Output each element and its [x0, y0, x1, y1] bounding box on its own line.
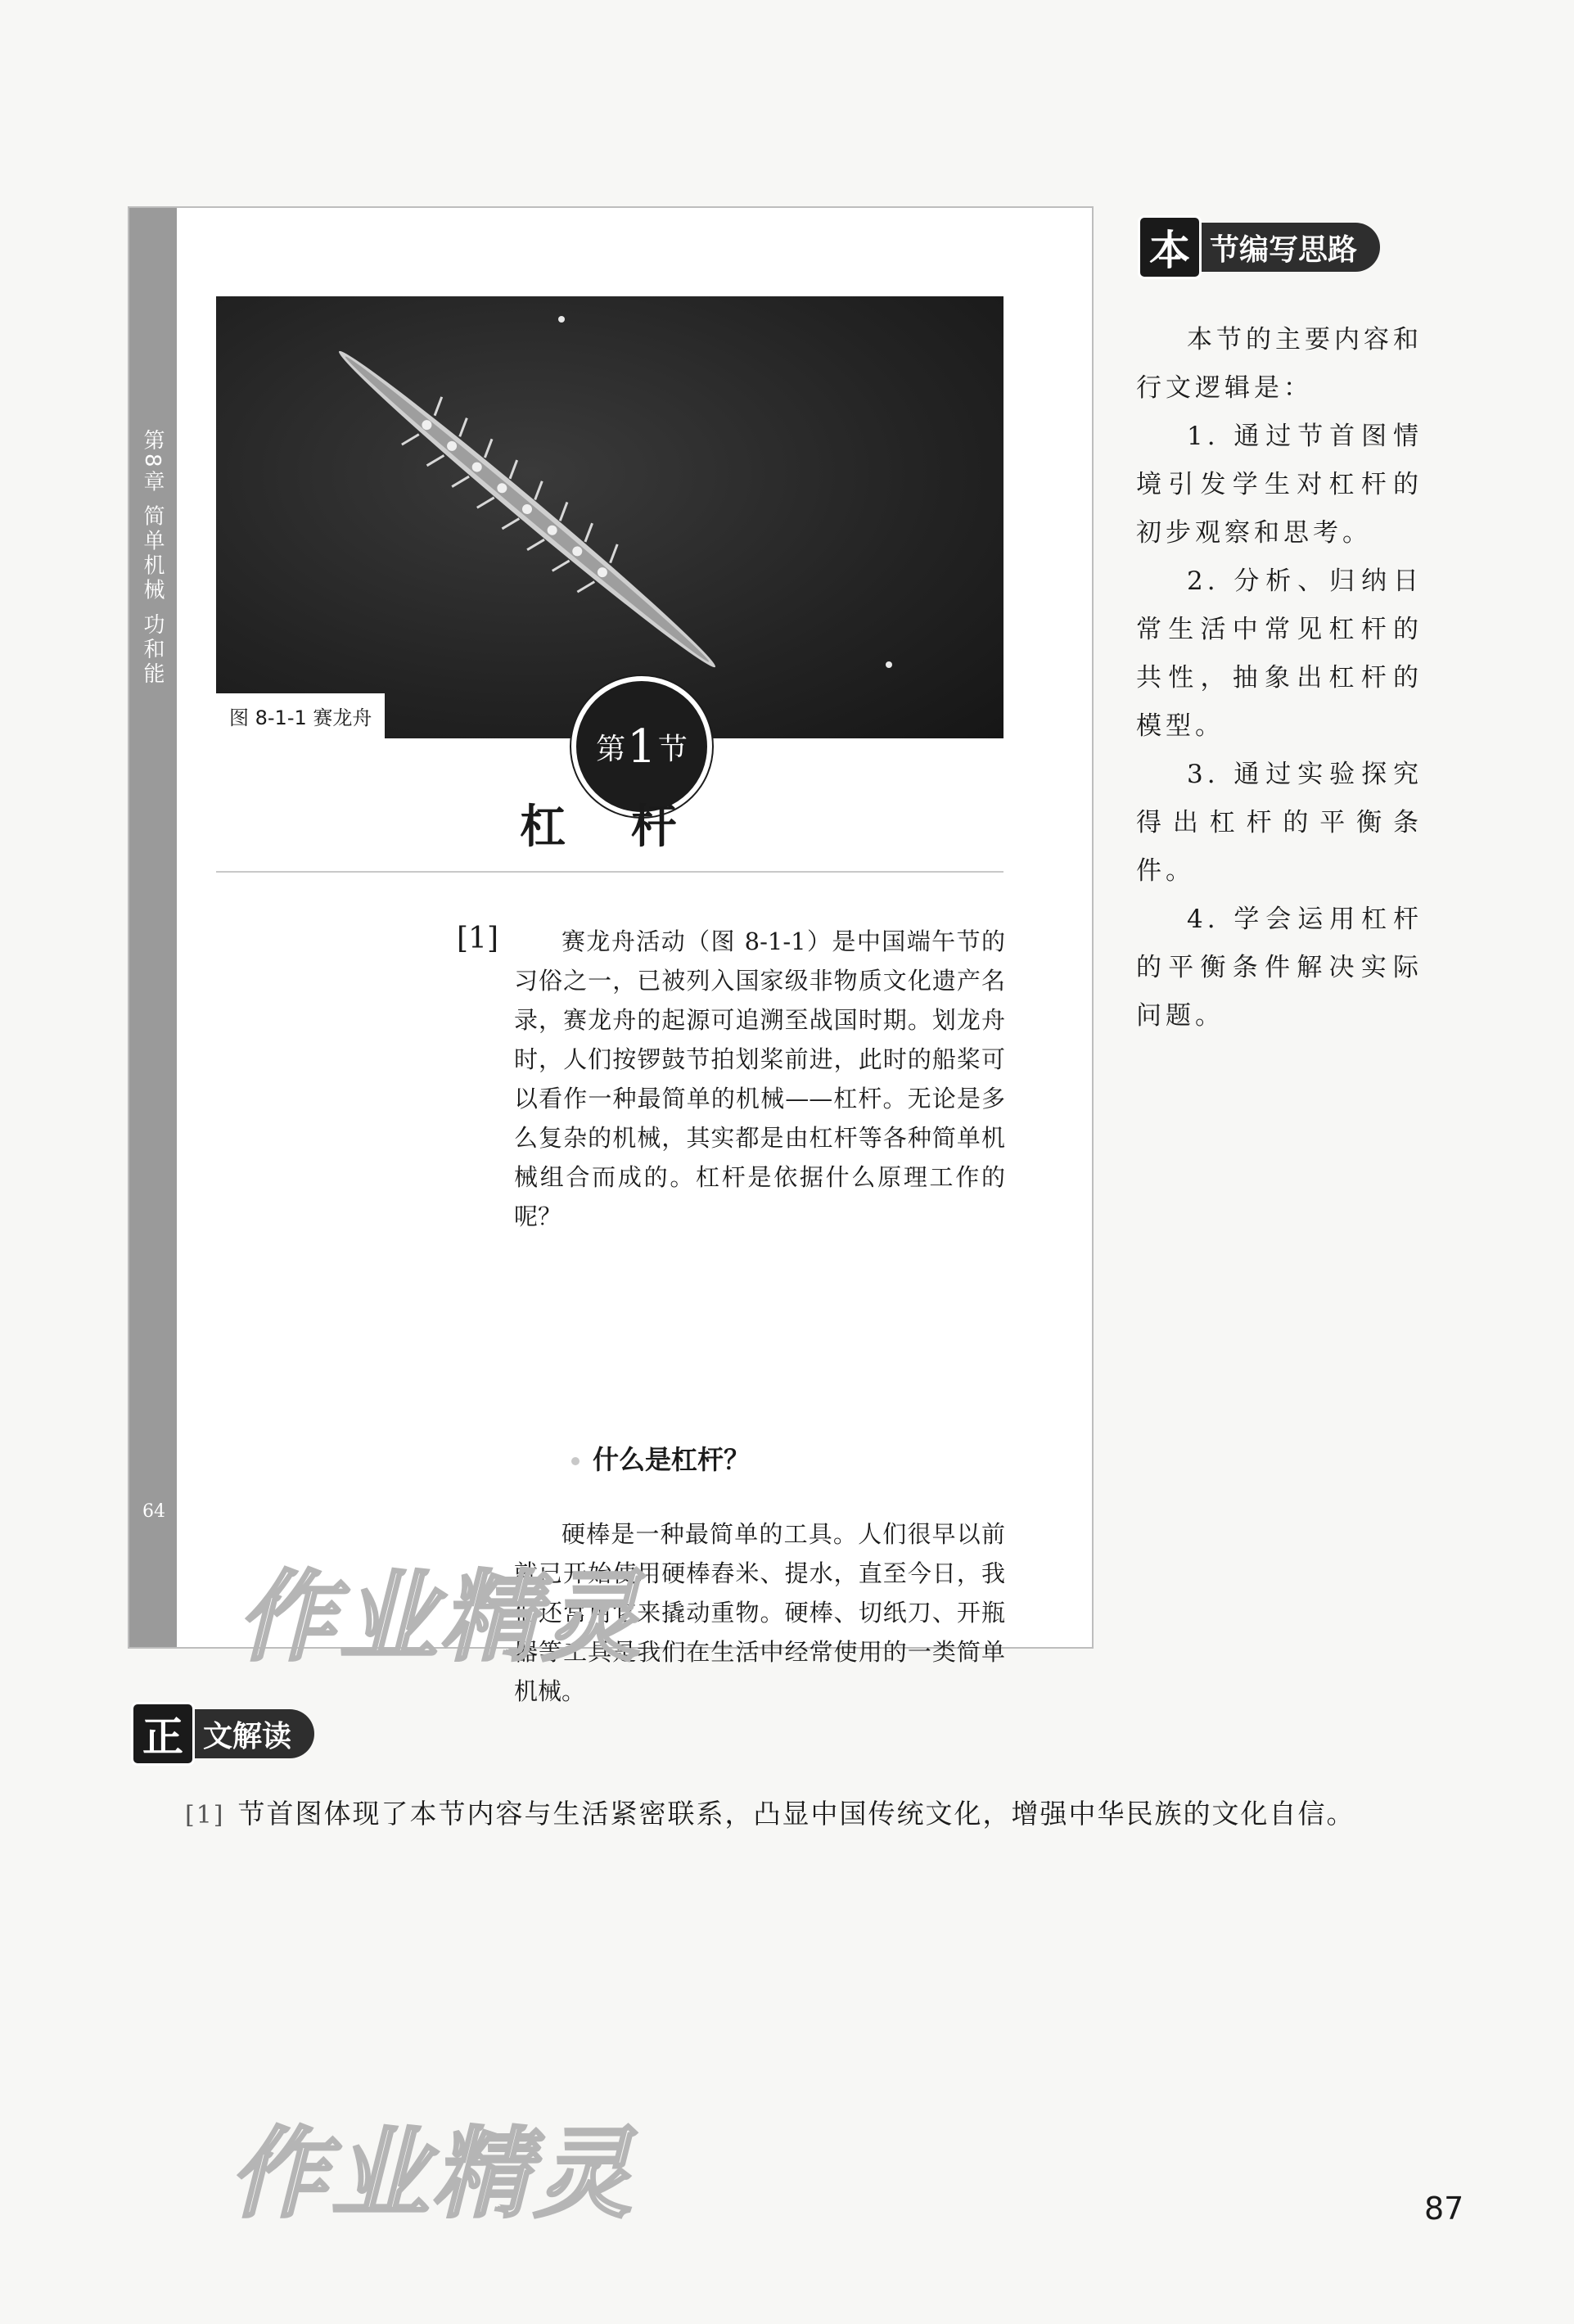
watermark-bottom: 作业精灵: [229, 2118, 635, 2231]
outline-header-text: 节编写思路: [1210, 232, 1358, 267]
watermark-top: 作业精灵: [237, 1561, 643, 1675]
interpretation-header-text: 文解读: [203, 1719, 292, 1753]
outline-header-initial: 本: [1138, 215, 1202, 279]
outline-item: 3. 通过实验探究得出杠杆的平衡条件。: [1136, 760, 1423, 886]
lever-paragraph: 硬棒是一种最简单的工具。人们很早以前就已开始使用硬棒舂米、提水，直至今日，我们还常用它来撬动重物。硬棒、切纸刀、开瓶器等工具是我们在生活中经常使用的一类简单机械。: [514, 1520, 1005, 1705]
section-badge-prefix: 第: [596, 732, 626, 766]
intro-paragraph: 赛龙舟活动（图 8-1-1）是中国端午节的习俗之一，已被列入国家级非物质文化遗产名录，赛龙舟的起源可追溯至战国时期。划龙舟时，人们按锣鼓节拍划桨前进，此时的船桨可以看作一种最简单的机械——杠杆。无论是多么复杂的机械，其实都是由杠杆等各种简单机械组合而成的。杠杆是依据什么原理工作的呢？: [514, 927, 1005, 1230]
reference-mark: [1]: [457, 922, 498, 955]
lesson-title: 杠 杆: [520, 801, 701, 854]
dragon-boat-illustration: [216, 296, 1003, 738]
subheading-text: 什么是杠杆？: [593, 1444, 751, 1475]
figure-caption: 图 8-1-1 赛龙舟: [216, 693, 385, 738]
dragon-boat-photo: [216, 296, 1003, 738]
title-divider: [216, 871, 1003, 873]
outline-item: 1. 通过节首图情境引发学生对杠杆的初步观察和思考。: [1136, 422, 1423, 548]
section-badge-number: 1: [627, 720, 656, 774]
interpretation-header-initial: 正: [131, 1702, 195, 1766]
outline-text: [1136, 316, 1423, 1040]
outline-item: 4. 学会运用杠杆的平衡条件解决实际问题。: [1136, 905, 1423, 1031]
section-badge-suffix: 节: [657, 732, 688, 766]
subheading: [571, 1439, 750, 1477]
interpretation-tag: [1]: [185, 1801, 225, 1830]
textbook-page-number: 64: [142, 1501, 165, 1522]
textbook-page: [128, 206, 1094, 1705]
page-number: 87: [1424, 2191, 1464, 2227]
interpretation-header: [136, 1709, 314, 1761]
interpretation-text: 节首图体现了本节内容与生活紧密联系，凸显中国传统文化，增强中华民族的文化自信。: [237, 1798, 1355, 1830]
outline-item: 2. 分析、归纳日常生活中常见杠杆的共性，抽象出杠杆的模型。: [1136, 566, 1423, 741]
chapter-side-strip: [129, 208, 177, 1647]
outline-header: [1143, 223, 1380, 272]
chapter-label: 第8章 简单机械 功和能: [140, 429, 165, 688]
outline-item: 本节的主要内容和行文逻辑是：: [1136, 325, 1423, 403]
bullet-dot-icon: [571, 1457, 580, 1465]
interpretation-note: [185, 1793, 1355, 1831]
